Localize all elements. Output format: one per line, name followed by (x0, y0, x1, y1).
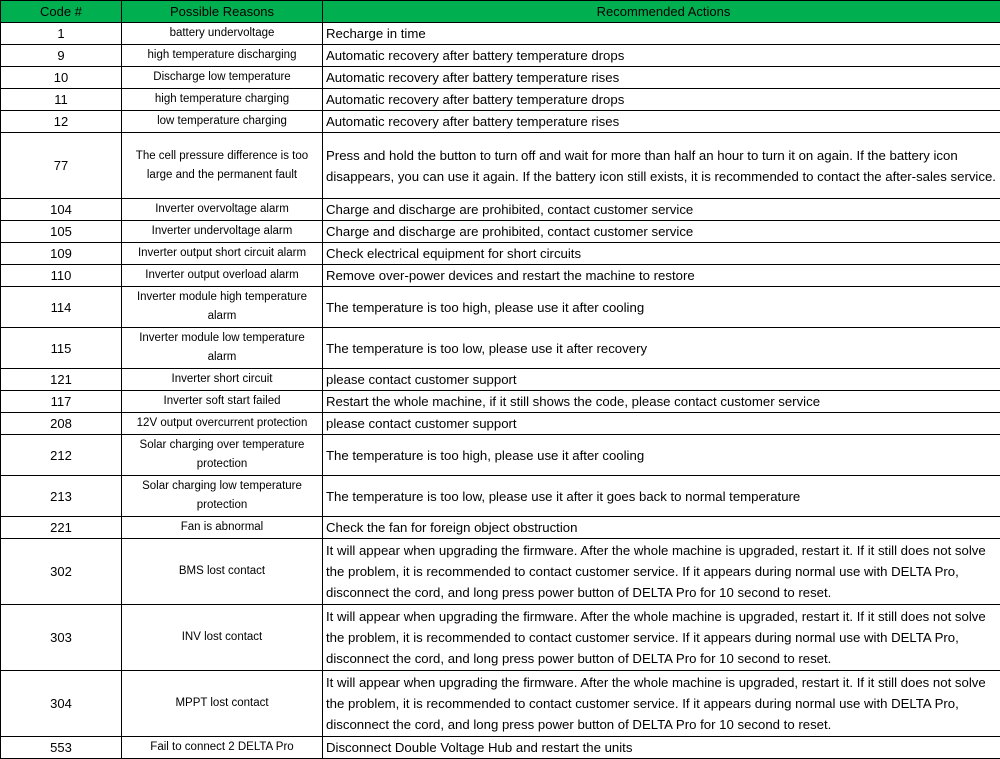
code-cell: 114 (1, 287, 122, 328)
reason-cell: Inverter soft start failed (122, 391, 323, 413)
code-cell: 303 (1, 605, 122, 671)
table-row (1, 435, 1000, 476)
action-cell: Disconnect Double Voltage Hub and restart the units (323, 737, 1000, 759)
table-row (1, 328, 1000, 369)
code-cell: 304 (1, 671, 122, 737)
table-row (1, 737, 1000, 759)
reason-cell: high temperature discharging (122, 45, 323, 67)
code-cell: 212 (1, 435, 122, 476)
reason-cell: The cell pressure difference is too large and the permanent fault (122, 133, 323, 199)
action-cell: Automatic recovery after battery temperature rises (323, 111, 1000, 133)
code-cell: 1 (1, 23, 122, 45)
table-row (1, 89, 1000, 111)
header-code: Code # (1, 1, 122, 23)
code-cell: 302 (1, 539, 122, 605)
action-cell: It will appear when upgrading the firmware. After the whole machine is upgraded, restart it. If it still does not solve the problem, it is recommended to contact customer service. If it appears during normal use with DELTA Pro, disconnect the cord, and long press power button of DELTA Pro for 10 second to reset. (323, 539, 1000, 605)
reason-cell: INV lost contact (122, 605, 323, 671)
header-action: Recommended Actions (323, 1, 1000, 23)
code-cell: 109 (1, 243, 122, 265)
table-row (1, 476, 1000, 517)
reason-cell: Inverter output overload alarm (122, 265, 323, 287)
action-cell: The temperature is too high, please use it after cooling (323, 435, 1000, 476)
reason-cell: Inverter module low temperature alarm (122, 328, 323, 369)
action-cell: It will appear when upgrading the firmware. After the whole machine is upgraded, restart it. If it still does not solve the problem, it is recommended to contact customer service. If it appears during normal use with DELTA Pro, disconnect the cord, and long press power button of DELTA Pro for 10 second to reset. (323, 605, 1000, 671)
code-cell: 553 (1, 737, 122, 759)
action-cell: Automatic recovery after battery temperature drops (323, 45, 1000, 67)
code-cell: 104 (1, 199, 122, 221)
action-cell: please contact customer support (323, 369, 1000, 391)
table-row (1, 369, 1000, 391)
table-body (1, 23, 1000, 759)
action-cell: Charge and discharge are prohibited, contact customer service (323, 199, 1000, 221)
table-row (1, 199, 1000, 221)
reason-cell: Inverter output short circuit alarm (122, 243, 323, 265)
table-row (1, 111, 1000, 133)
table-row (1, 517, 1000, 539)
reason-cell: low temperature charging (122, 111, 323, 133)
action-cell: Remove over-power devices and restart the machine to restore (323, 265, 1000, 287)
header-reason: Possible Reasons (122, 1, 323, 23)
code-cell: 208 (1, 413, 122, 435)
reason-cell: Solar charging low temperature protection (122, 476, 323, 517)
reason-cell: BMS lost contact (122, 539, 323, 605)
reason-cell: Fan is abnormal (122, 517, 323, 539)
table-row (1, 67, 1000, 89)
reason-cell: Inverter short circuit (122, 369, 323, 391)
action-cell: please contact customer support (323, 413, 1000, 435)
reason-cell: Inverter undervoltage alarm (122, 221, 323, 243)
code-cell: 12 (1, 111, 122, 133)
header-row (1, 1, 1000, 23)
code-cell: 77 (1, 133, 122, 199)
code-cell: 9 (1, 45, 122, 67)
reason-cell: battery undervoltage (122, 23, 323, 45)
action-cell: Press and hold the button to turn off and wait for more than half an hour to turn it on again. If the battery icon disappears, you can use it again. If the battery icon still exists, it is recommended to contact the after-sales service. (323, 133, 1000, 199)
action-cell: Charge and discharge are prohibited, contact customer service (323, 221, 1000, 243)
code-cell: 213 (1, 476, 122, 517)
table-row (1, 45, 1000, 67)
table-row (1, 539, 1000, 605)
reason-cell: Fail to connect 2 DELTA Pro (122, 737, 323, 759)
action-cell: Restart the whole machine, if it still shows the code, please contact customer service (323, 391, 1000, 413)
table-row (1, 243, 1000, 265)
action-cell: The temperature is too low, please use it after it goes back to normal temperature (323, 476, 1000, 517)
code-cell: 11 (1, 89, 122, 111)
table-row (1, 671, 1000, 737)
code-cell: 105 (1, 221, 122, 243)
action-cell: Check the fan for foreign object obstruction (323, 517, 1000, 539)
table-row (1, 221, 1000, 243)
table-row (1, 391, 1000, 413)
code-cell: 117 (1, 391, 122, 413)
action-cell: Automatic recovery after battery temperature rises (323, 67, 1000, 89)
reason-cell: 12V output overcurrent protection (122, 413, 323, 435)
reason-cell: high temperature charging (122, 89, 323, 111)
reason-cell: MPPT lost contact (122, 671, 323, 737)
action-cell: It will appear when upgrading the firmware. After the whole machine is upgraded, restart it. If it still does not solve the problem, it is recommended to contact customer service. If it appears during normal use with DELTA Pro, disconnect the cord, and long press power button of DELTA Pro for 10 second to reset. (323, 671, 1000, 737)
action-cell: The temperature is too low, please use it after recovery (323, 328, 1000, 369)
action-cell: The temperature is too high, please use it after cooling (323, 287, 1000, 328)
code-cell: 115 (1, 328, 122, 369)
action-cell: Automatic recovery after battery temperature drops (323, 89, 1000, 111)
action-cell: Check electrical equipment for short circuits (323, 243, 1000, 265)
code-cell: 110 (1, 265, 122, 287)
code-cell: 121 (1, 369, 122, 391)
action-cell: Recharge in time (323, 23, 1000, 45)
table-row (1, 605, 1000, 671)
table-row (1, 287, 1000, 328)
reason-cell: Discharge low temperature (122, 67, 323, 89)
table-row (1, 413, 1000, 435)
table-row (1, 23, 1000, 45)
table-row (1, 133, 1000, 199)
reason-cell: Inverter overvoltage alarm (122, 199, 323, 221)
code-cell: 221 (1, 517, 122, 539)
reason-cell: Solar charging over temperature protection (122, 435, 323, 476)
table-row (1, 265, 1000, 287)
reason-cell: Inverter module high temperature alarm (122, 287, 323, 328)
code-cell: 10 (1, 67, 122, 89)
